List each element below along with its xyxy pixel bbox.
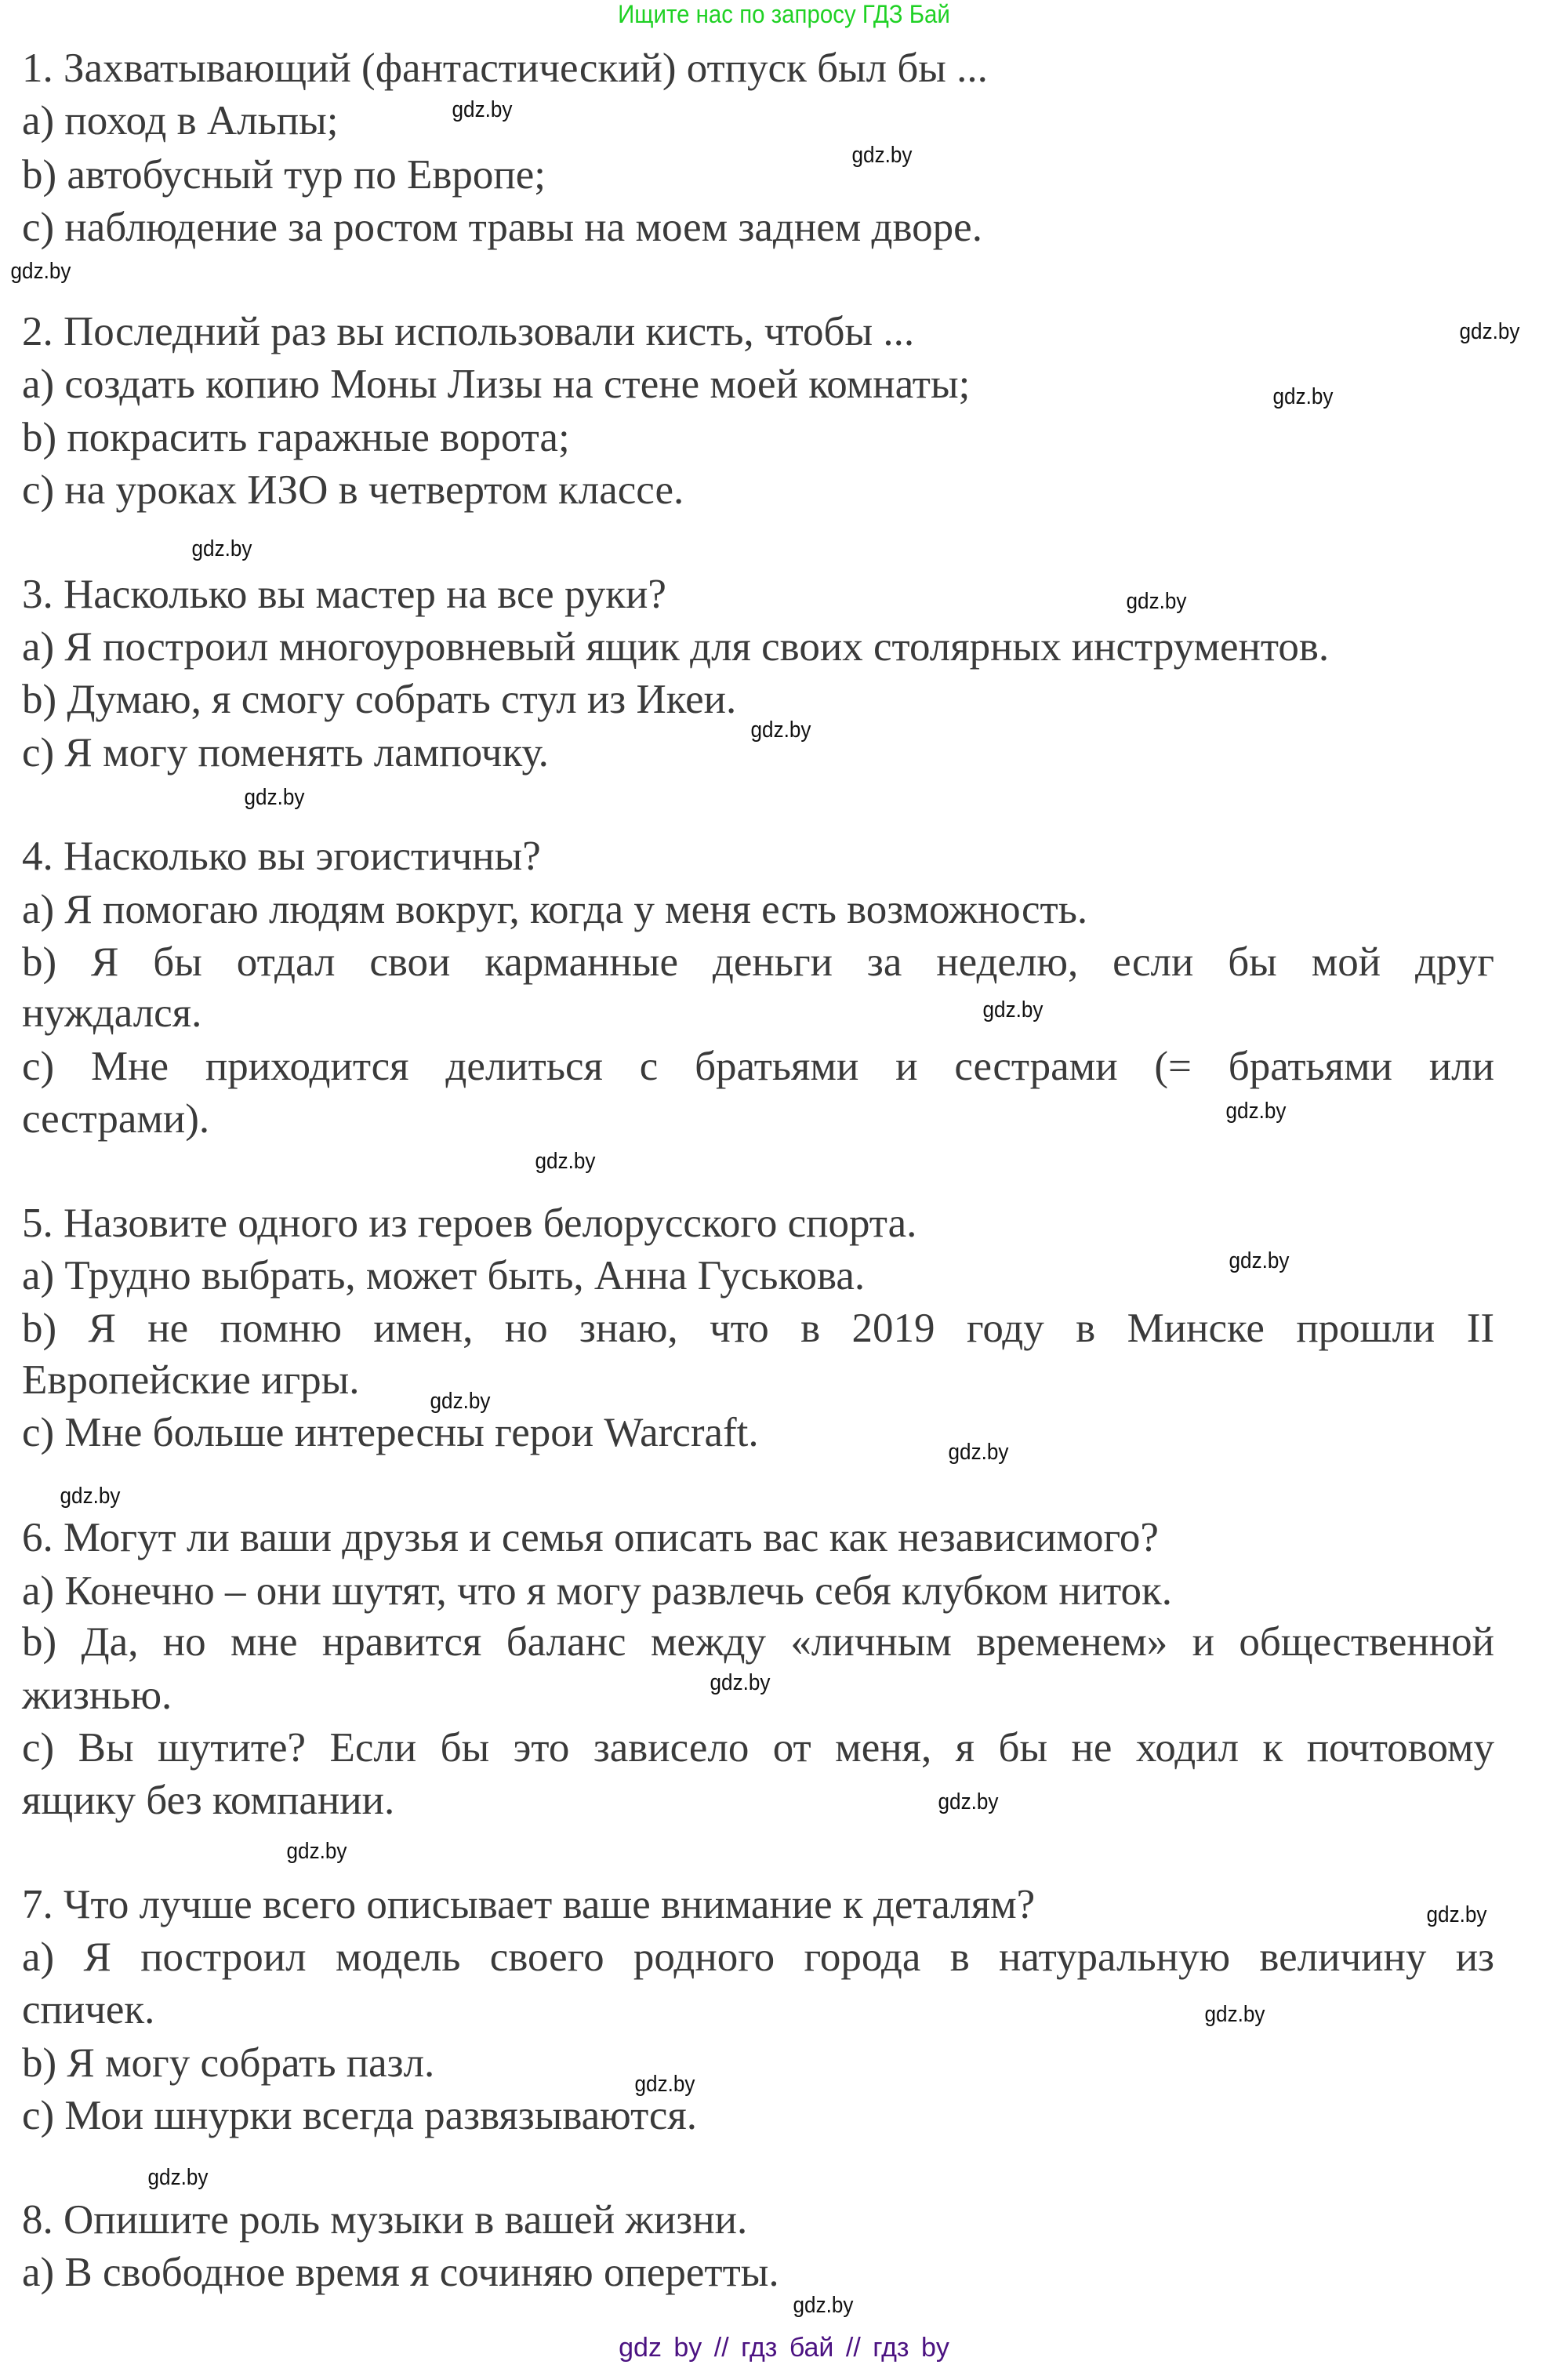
question-6-option-b-cont: жизнью.	[22, 1673, 172, 1718]
watermark: gdz.by	[147, 2165, 209, 2190]
watermark: gdz.by	[191, 536, 252, 561]
question-5-option-c: c) Мне больше интересны герои Warcraft.	[22, 1410, 759, 1455]
question-4-option-b-cont: нуждался.	[22, 990, 202, 1036]
question-1-option-c: c) наблюдение за ростом травы на моем заднем дворе.	[22, 205, 982, 250]
watermark: gdz.by	[982, 997, 1044, 1023]
question-8-option-a: a) В свободное время я сочиняю оперетты.	[22, 2250, 779, 2295]
watermark: gdz.by	[948, 1440, 1009, 1465]
question-6-title: 6. Могут ли ваши друзья и семья описать вас как независимого?	[22, 1515, 1159, 1560]
question-7-option-a: a) Я построил модель своего родного города в натуральную величину из	[22, 1934, 1494, 1980]
question-5-option-a: a) Трудно выбрать, может быть, Анна Гуськова.	[22, 1253, 866, 1299]
question-7-option-a-cont: спичек.	[22, 1987, 155, 2032]
question-6-option-c: c) Вы шутите? Если бы это зависело от меня, я бы не ходил к почтовому	[22, 1725, 1494, 1771]
watermark: gdz.by	[1272, 384, 1334, 409]
question-6-option-c-cont: ящику без компании.	[22, 1778, 395, 1823]
question-5-option-b-cont: Европейские игры.	[22, 1357, 360, 1403]
watermark: gdz.by	[286, 1839, 347, 1864]
watermark: gdz.by	[938, 1789, 999, 1814]
question-2-option-c: c) на уроках ИЗО в четвертом классе.	[22, 467, 684, 513]
question-3-option-c: c) Я могу поменять лампочку.	[22, 730, 549, 776]
question-4-option-c: c) Мне приходится делиться с братьями и сестрами (= братьями или	[22, 1044, 1494, 1089]
question-5-option-b: b) Я не помню имен, но знаю, что в 2019 году в Минске прошли II	[22, 1306, 1494, 1351]
watermark: gdz.by	[452, 97, 513, 122]
watermark: gdz.by	[60, 1484, 121, 1509]
watermark: gdz.by	[430, 1389, 491, 1414]
search-hint-banner: Ищите нас по запросу ГДЗ Бай	[618, 0, 950, 28]
watermark: gdz.by	[750, 717, 811, 743]
question-5-title: 5. Назовите одного из героев белорусского спорта.	[22, 1201, 917, 1246]
question-1-title: 1. Захватывающий (фантастический) отпуск был бы ...	[22, 45, 988, 91]
watermark: gdz.by	[1229, 1248, 1290, 1273]
question-4-option-c-cont: сестрами).	[22, 1096, 210, 1142]
watermark: gdz.by	[535, 1149, 596, 1174]
watermark: gdz.by	[793, 2293, 854, 2318]
question-1-option-a: a) поход в Альпы;	[22, 98, 339, 143]
watermark: gdz.by	[244, 785, 305, 810]
question-7-option-c: c) Мои шнурки всегда развязываются.	[22, 2093, 698, 2138]
watermark: gdz.by	[634, 2072, 695, 2097]
question-6-option-a: a) Конечно – они шутят, что я могу развлечь себя клубком ниток.	[22, 1568, 1173, 1614]
question-3-option-b: b) Думаю, я смогу собрать стул из Икеи.	[22, 677, 737, 722]
question-2-title: 2. Последний раз вы использовали кисть, чтобы ...	[22, 309, 915, 354]
watermark: gdz.by	[1459, 319, 1520, 344]
question-7-title: 7. Что лучше всего описывает ваше внимание к деталям?	[22, 1882, 1036, 1927]
site-footer-links: gdz by // гдз бай // гдз by	[619, 2333, 949, 2363]
question-8-title: 8. Опишите роль музыки в вашей жизни.	[22, 2197, 748, 2243]
watermark: gdz.by	[1225, 1099, 1287, 1124]
question-2-option-b: b) покрасить гаражные ворота;	[22, 415, 570, 460]
watermark: gdz.by	[10, 259, 71, 284]
watermark: gdz.by	[851, 143, 913, 168]
question-2-option-a: a) создать копию Моны Лизы на стене моей комнаты;	[22, 361, 971, 407]
question-6-option-b: b) Да, но мне нравится баланс между «личным временем» и общественной	[22, 1619, 1494, 1665]
question-3-option-a: a) Я построил многоуровневый ящик для своих столярных инструментов.	[22, 624, 1330, 670]
question-1-option-b: b) автобусный тур по Европе;	[22, 152, 546, 198]
question-4-title: 4. Насколько вы эгоистичны?	[22, 834, 541, 879]
watermark: gdz.by	[1426, 1902, 1487, 1927]
question-7-option-b: b) Я могу собрать пазл.	[22, 2040, 435, 2086]
watermark: gdz.by	[710, 1670, 771, 1695]
watermark: gdz.by	[1126, 589, 1187, 614]
question-4-option-b: b) Я бы отдал свои карманные деньги за неделю, если бы мой друг	[22, 939, 1494, 985]
question-3-title: 3. Насколько вы мастер на все руки?	[22, 572, 666, 617]
question-4-option-a: a) Я помогаю людям вокруг, когда у меня есть возможность.	[22, 887, 1088, 932]
watermark: gdz.by	[1204, 2002, 1265, 2027]
